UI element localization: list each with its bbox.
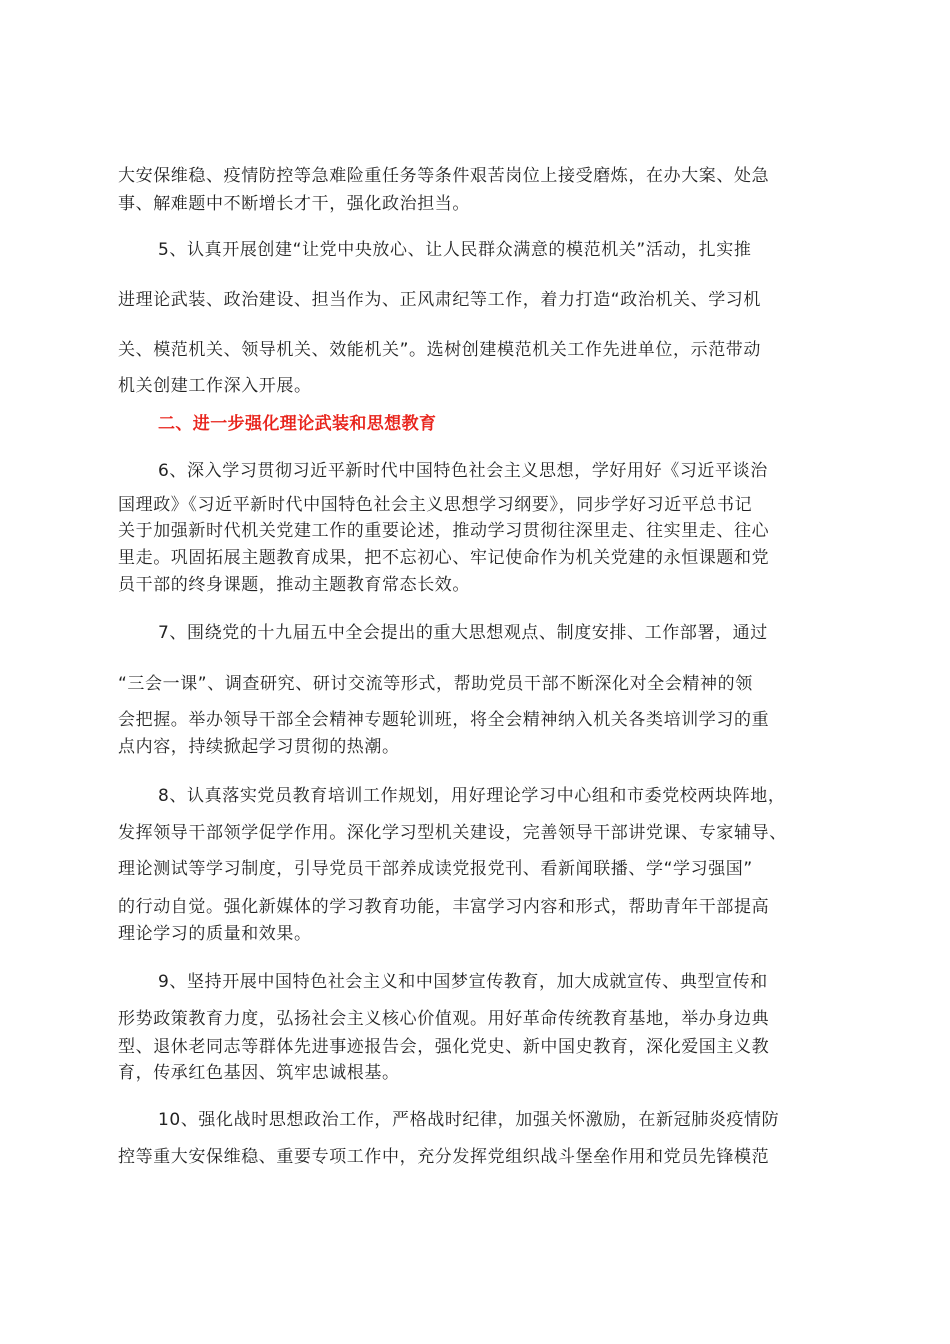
text-line: 会把握。举办领导干部全会精神专题轮训班，将全会精神纳入机关各类培训学习的重 xyxy=(118,710,770,730)
text-line: 里走。巩固拓展主题教育成果，把不忘初心、牢记使命作为机关党建的永恒课题和党 xyxy=(118,548,770,568)
text-line: 育，传承红色基因、筑牢忠诚根基。 xyxy=(118,1063,400,1083)
text-line: 形势政策教育力度，弘扬社会主义核心价值观。用好革命传统教育基地，举办身边典 xyxy=(118,1009,770,1029)
text-line: 国理政》《习近平新时代中国特色社会主义思想学习纲要》，同步学好习近平总书记 xyxy=(118,495,753,515)
text-line: 的行动自觉。强化新媒体的学习教育功能，丰富学习内容和形式，帮助青年干部提高 xyxy=(118,897,770,917)
section-heading: 二、进一步强化理论武装和思想教育 xyxy=(158,414,437,434)
text-line: 控等重大安保维稳、重要专项工作中，充分发挥党组织战斗堡垒作用和党员先锋模范 xyxy=(118,1147,770,1167)
text-line: 大安保维稳、疫情防控等急难险重任务等条件艰苦岗位上接受磨炼，在办大案、处急 xyxy=(118,166,770,186)
text-line: 10、强化战时思想政治工作，严格战时纪律，加强关怀激励，在新冠肺炎疫情防 xyxy=(158,1110,780,1130)
text-line: 8、认真落实党员教育培训工作规划，用好理论学习中心组和市委党校两块阵地， xyxy=(158,786,786,806)
text-line: 型、退休老同志等群体先进事迹报告会，强化党史、新中国史教育，深化爱国主义教 xyxy=(118,1037,770,1057)
text-line: 6、深入学习贯彻习近平新时代中国特色社会主义思想，学好用好《习近平谈治 xyxy=(158,461,768,481)
text-line: 理论学习的质量和效果。 xyxy=(118,924,312,944)
text-line: 理论测试等学习制度，引导党员干部养成读党报党刊、看新闻联播、学“学习强国” xyxy=(118,859,753,879)
text-line: 员干部的终身课题，推动主题教育常态长效。 xyxy=(118,575,470,595)
text-line: 7、围绕党的十九届五中全会提出的重大思想观点、制度安排、工作部署，通过 xyxy=(158,623,768,643)
text-line: 5、认真开展创建“让党中央放心、让人民群众满意的模范机关”活动，扎实推 xyxy=(158,240,752,260)
text-line: 关、模范机关、领导机关、效能机关”。选树创建模范机关工作先进单位，示范带动 xyxy=(118,340,762,360)
text-line: 关于加强新时代机关党建工作的重要论述，推动学习贯彻往深里走、往实里走、往心 xyxy=(118,521,770,541)
text-line: 进理论武装、政治建设、担当作为、正风肃纪等工作，着力打造“政治机关、学习机 xyxy=(118,290,762,310)
text-line: 事、解难题中不断增长才干，强化政治担当。 xyxy=(118,194,470,214)
text-line: 机关创建工作深入开展。 xyxy=(118,376,312,396)
text-line: 发挥领导干部领学促学作用。深化学习型机关建设，完善领导干部讲党课、专家辅导、 xyxy=(118,823,787,843)
text-line: 9、坚持开展中国特色社会主义和中国梦宣传教育，加大成就宣传、典型宣传和 xyxy=(158,972,768,992)
text-line: 点内容，持续掀起学习贯彻的热潮。 xyxy=(118,737,400,757)
text-line: “三会一课”、调查研究、研讨交流等形式，帮助党员干部不断深化对全会精神的领 xyxy=(118,674,753,694)
